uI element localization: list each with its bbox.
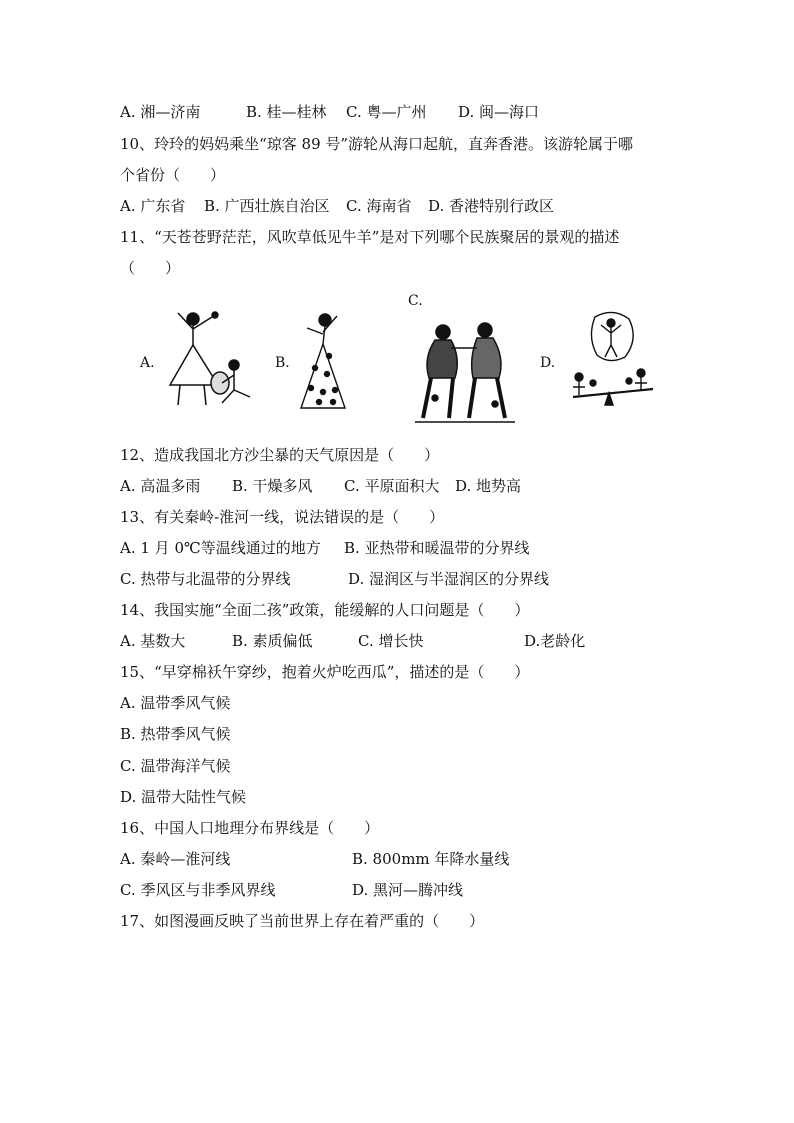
q11-pic-label-a: A. (140, 355, 155, 371)
q12-stem: 12、造成我国北方沙尘暴的天气原因是（ ） (120, 446, 440, 464)
q13-option-d: D. 湿润区与半湿润区的分界线 (348, 570, 550, 588)
q14-option-c: C. 增长快 (358, 632, 424, 650)
q16-stem: 16、中国人口地理分布界线是（ ） (120, 819, 380, 837)
q16-option-b: B. 800mm 年降水量线 (352, 850, 510, 868)
q11-stem-line1: 11、“天苍苍野茫茫，风吹草低见牛羊”是对下列哪个民族聚居的景观的描述 (120, 228, 620, 246)
q9-option-c: C. 粤—广州 (346, 103, 427, 121)
q16-option-c: C. 季风区与非季风界线 (120, 881, 276, 899)
q12-option-b: B. 干燥多风 (232, 477, 313, 495)
q10-option-a: A. 广东省 (120, 197, 186, 215)
q11-pic-label-d: D. (540, 355, 556, 371)
q15-stem: 15、“早穿棉袄午穿纱，抱着火炉吃西瓜”，描述的是（ ） (120, 663, 530, 681)
q12-option-c: C. 平原面积大 (344, 477, 440, 495)
q12-option-d: D. 地势高 (455, 477, 522, 495)
q11-pic-label-c: C. (408, 293, 423, 309)
q10-option-c: C. 海南省 (346, 197, 412, 215)
q14-option-a: A. 基数大 (120, 632, 186, 650)
q9-option-d: D. 闽—海口 (458, 103, 540, 121)
q12-option-a: A. 高温多雨 (120, 477, 201, 495)
korean-seesaw-icon (565, 305, 660, 415)
q14-option-b: B. 素质偏低 (232, 632, 313, 650)
q15-option-b: B. 热带季风气候 (120, 725, 231, 743)
dai-dance-icon (293, 308, 355, 416)
q9-option-a: A. 湘—济南 (120, 103, 201, 121)
q15-option-a: A. 温带季风气候 (120, 694, 231, 712)
mongolian-wrestling-icon (405, 318, 520, 430)
q10-stem-line1: 10、玲玲的妈妈乘坐“琼客 89 号”游轮从海口起航，直奔香港。该游轮属于哪 (120, 135, 634, 153)
q10-option-b: B. 广西壮族自治区 (204, 197, 330, 215)
q16-option-a: A. 秦岭—淮河线 (120, 850, 231, 868)
q11-pic-label-b: B. (275, 355, 290, 371)
q16-option-d: D. 黑河—腾冲线 (352, 881, 464, 899)
q14-stem: 14、我国实施“全面二孩”政策，能缓解的人口问题是（ ） (120, 601, 530, 619)
q10-stem-line2: 个省份（ ） (120, 166, 226, 184)
uyghur-dance-icon (160, 305, 265, 415)
q11-stem-line2: （ ） (120, 259, 181, 277)
q13-option-a: A. 1 月 0℃等温线通过的地方 (120, 539, 321, 557)
q9-option-b: B. 桂—桂林 (246, 103, 327, 121)
q14-option-d: D.老龄化 (524, 632, 586, 650)
q10-option-d: D. 香港特别行政区 (428, 197, 555, 215)
q13-option-b: B. 亚热带和暖温带的分界线 (344, 539, 530, 557)
q17-stem: 17、如图漫画反映了当前世界上存在着严重的（ ） (120, 912, 485, 930)
q15-option-d: D. 温带大陆性气候 (120, 788, 247, 806)
q15-option-c: C. 温带海洋气候 (120, 757, 231, 775)
q13-stem: 13、有关秦岭-淮河一线，说法错误的是（ ） (120, 508, 445, 526)
q13-option-c: C. 热带与北温带的分界线 (120, 570, 291, 588)
